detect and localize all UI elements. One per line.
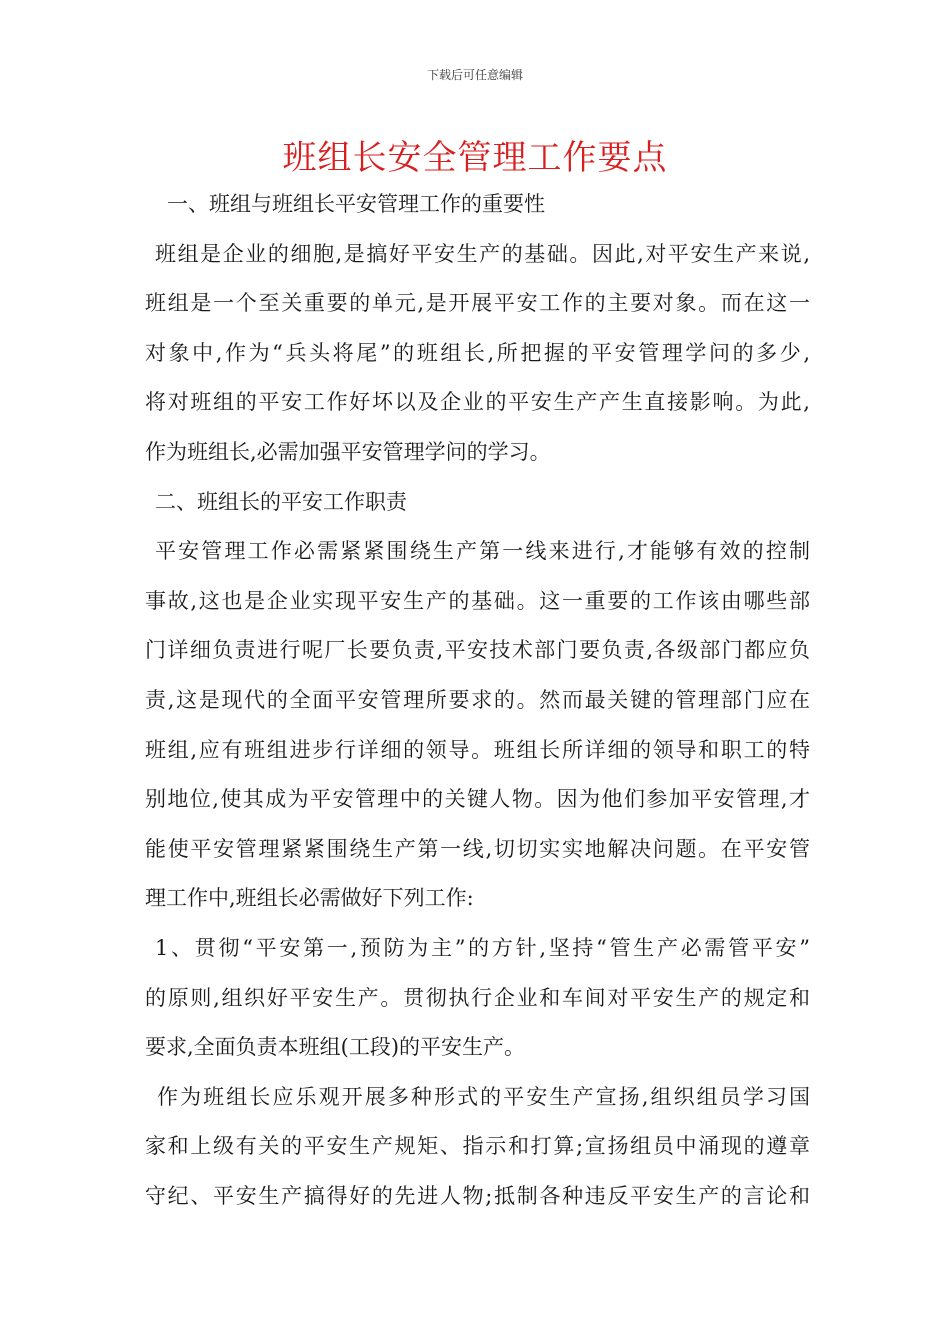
paragraph-line: 班组,应有班组进步行详细的领导。班组长所详细的领导和职工的特 xyxy=(145,737,810,762)
document-title: 班组长安全管理工作要点 xyxy=(282,138,668,178)
paragraph-line: 事故,这也是企业实现平安生产的基础。这一重要的工作该由哪些部 xyxy=(145,588,810,613)
paragraph-line: 将对班组的平安工作好坏以及企业的平安生产产生直接影响。为此, xyxy=(145,390,810,415)
paragraph-line: 守纪、平安生产搞得好的先进人物;抵制各种违反平安生产的言论和 xyxy=(145,1183,810,1208)
paragraph-line: 理工作中,班组长必需做好下列工作: xyxy=(145,886,474,911)
paragraph-line: 作为班组长,必需加强平安管理学问的学习。 xyxy=(145,439,551,464)
paragraph-line: 要求,全面负责本班组(工段)的平安生产。 xyxy=(145,1035,526,1060)
section-heading-1: 一、班组与班组长平安管理工作的重要性 xyxy=(167,192,545,216)
paragraph-line: 别地位,使其成为平安管理中的关键人物。因为他们参加平安管理,才 xyxy=(145,787,810,812)
paragraph-line: 班组是一个至关重要的单元,是开展平安工作的主要对象。而在这一 xyxy=(145,291,810,316)
paragraph-line: 作为班组长应乐观开展多种形式的平安生产宣扬,组织组员学习国 xyxy=(157,1084,810,1109)
section-heading-2: 二、班组长的平安工作职责 xyxy=(155,489,407,514)
page-header: 下载后可任意编辑 xyxy=(426,68,523,82)
paragraph-line: 平安管理工作必需紧紧围绕生产第一线来进行,才能够有效的控制 xyxy=(155,539,810,564)
paragraph-line: 的原则,组织好平安生产。贯彻执行企业和车间对平安生产的规定和 xyxy=(145,985,810,1010)
document-body xyxy=(145,180,810,1221)
paragraph-line: 责,这是现代的全面平安管理所要求的。然而最关键的管理部门应在 xyxy=(145,687,810,712)
paragraph-line: 家和上级有关的平安生产规矩、指示和打算;宣扬组员中涌现的遵章 xyxy=(145,1134,810,1159)
paragraph-line: 对象中,作为“兵头将尾”的班组长,所把握的平安管理学问的多少, xyxy=(145,340,810,365)
paragraph-line: 班组是企业的细胞,是搞好平安生产的基础。因此,对平安生产来说, xyxy=(155,241,810,266)
list-item-1: 1、贯彻“平安第一,预防为主”的方针,坚持“管生产必需管平安” xyxy=(155,935,810,960)
paragraph-line: 能使平安管理紧紧围绕生产第一线,切切实实地解决问题。在平安管 xyxy=(145,836,810,861)
paragraph-line: 门详细负责进行呢厂长要负责,平安技术部门要负责,各级部门都应负 xyxy=(145,638,810,663)
